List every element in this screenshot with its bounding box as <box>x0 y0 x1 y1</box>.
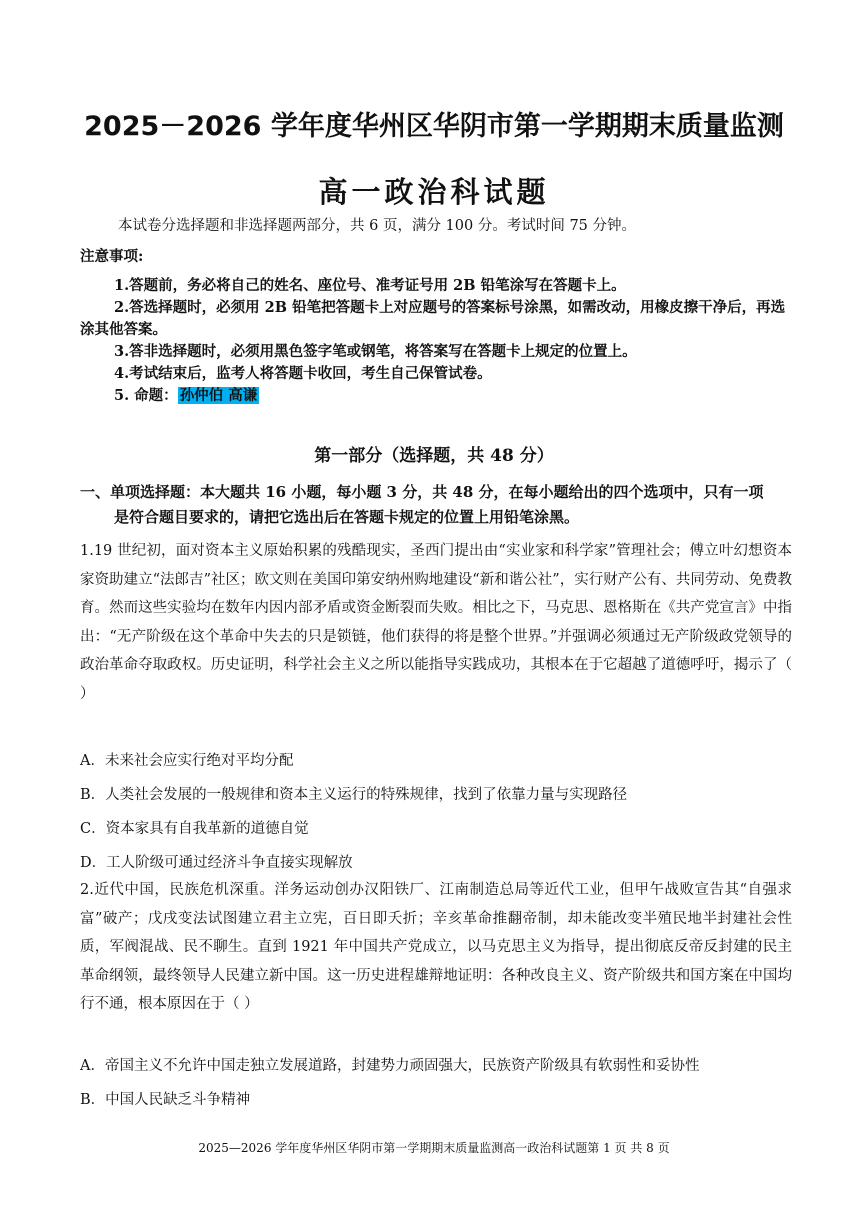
question-1-option-b: B．人类社会发展的一般规律和资本主义运行的特殊规律，找到了依靠力量与实现路径 <box>80 787 628 803</box>
notice-item-2: 2.答选择题时，必须用 2B 铅笔把答题卡上对应题号的答案标号涂黑，如需改动，用橡皮擦干净后，再选涂其他答案。 <box>80 299 786 338</box>
question-1-stem: 1.19 世纪初，面对资本主义原始积累的残酷现实，圣西门提出由“实业家和科学家”管理社会；傅立叶幻想资本家资助建立“法郎吉”社区；欧文则在美国印第安纳州购地建设“新和谐公社”，实行财产公有、共同劳动、免费教育。然而这些实验均在数年内因内部矛盾或资金断裂而失败。相比之下，马克思、恩格斯在《共产党宣言》中指出：“无产阶级在这个革命中失去的只是锁链，他们获得的将是整个世界。”并强调必须通过无产阶级政党领导的政治革命夺取政权。历史证明，科学社会主义之所以能指导实践成功，其根本在于它超越了道德呼吁，揭示了（ ） <box>80 543 792 702</box>
question-1-option-c: C．资本家具有自我革新的道德自觉 <box>80 821 309 837</box>
notice-item-4: 4.考试结束后，监考人将答题卡收回，考生自己保管试卷。 <box>114 365 492 382</box>
part-title: 第一部分（选择题，共 48 分） <box>314 446 554 466</box>
question-2-option-a: A．帝国主义不允许中国走独立发展道路，封建势力顽固强大，民族资产阶级具有软弱性和妥协性 <box>80 1058 700 1074</box>
notice-item-1: 1.答题前，务必将自己的姓名、座位号、准考证号用 2B 铅笔涂写在答题卡上。 <box>114 277 626 294</box>
exam-subtitle: 高一政治科试题 <box>318 175 550 209</box>
exam-intro: 本试卷分选择题和非选择题两部分，共 6 页，满分 100 分。考试时间 75 分钟。 <box>118 218 637 234</box>
exam-title: 2025－2026 学年度华州区华阴市第一学期期末质量监测 <box>84 111 784 142</box>
author-highlight: 孙仲伯 高谦 <box>179 387 258 404</box>
notice-item-5 <box>80 385 792 407</box>
notice-item-3: 3.答非选择题时，必须用黑色签字笔或钢笔，将答案写在答题卡上规定的位置上。 <box>114 343 637 360</box>
question-1-option-a: A．未来社会应实行绝对平均分配 <box>80 753 294 769</box>
notice-heading: 注意事项: <box>80 248 144 265</box>
question-2-option-b: B．中国人民缺乏斗争精神 <box>80 1092 251 1108</box>
section-heading-line-1: 一、单项选择题：本大题共 16 小题，每小题 3 分，共 48 分，在每小题给出的四个选项中，只有一项 <box>80 483 764 501</box>
notice-item-5-label: 5. 命题： <box>114 387 178 404</box>
page-footer: 2025—2026 学年度华州区华阴市第一学期期末质量监测高一政治科试题第 1 页 共 8 页 <box>198 1141 670 1155</box>
section-heading <box>80 480 796 530</box>
question-1-option-d: D．工人阶级可通过经济斗争直接实现解放 <box>80 855 353 871</box>
notice-list <box>80 275 792 407</box>
question-2-stem: 2.近代中国，民族危机深重。洋务运动创办汉阳铁厂、江南制造总局等近代工业，但甲午战败宣告其“自强求富”破产；戊戌变法试图建立君主立宪，百日即夭折；辛亥革命推翻帝制，却未能改变半殖民地半封建社会性质，军阀混战、民不聊生。直到 1921 年中国共产党成立，以马克思主义为指导，提出彻底反帝反封建的民主革命纲领，最终领导人民建立新中国。这一历史进程雄辩地证明：各种改良主义、资产阶级共和国方案在中国均行不通，根本原因在于（ ） <box>80 882 792 1013</box>
section-heading-line-2: 是符合题目要求的，请把它选出后在答题卡规定的位置上用铅笔涂黑。 <box>114 508 580 526</box>
